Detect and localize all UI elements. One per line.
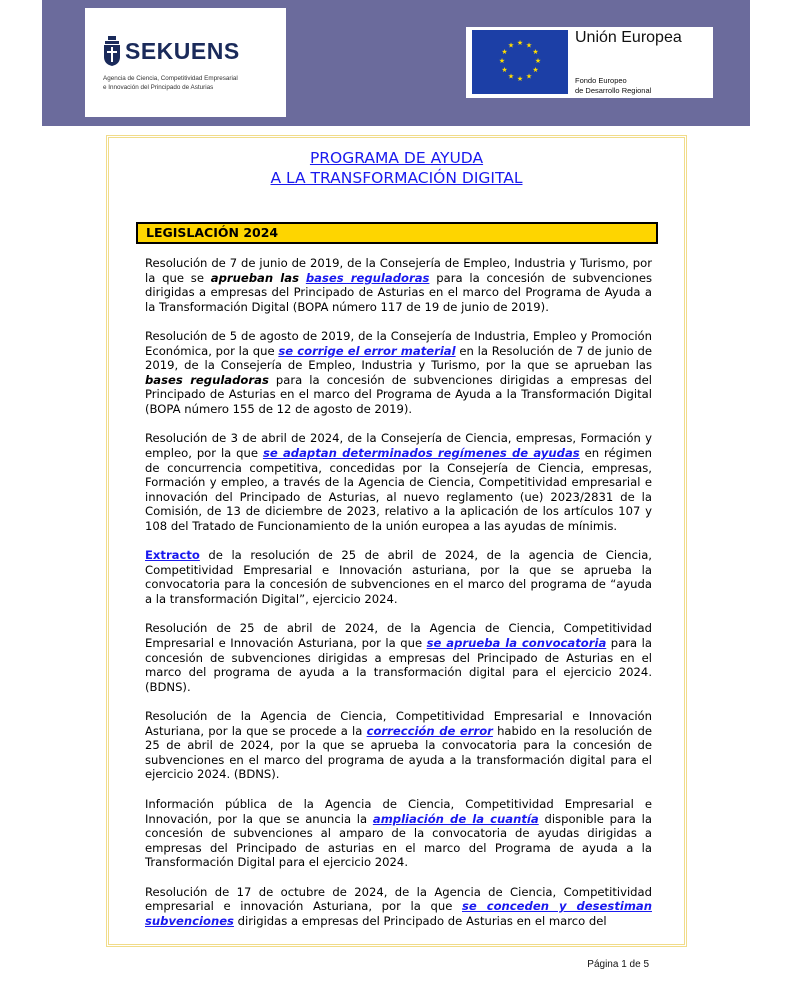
paragraph-1	[145, 256, 652, 314]
page-title[interactable]	[109, 148, 684, 188]
eu-subtitle	[575, 76, 651, 95]
text: Resolución de 5 de agosto de 2019, de la Consejería de Industria, Empleo y Promoción Económica, por la que	[145, 329, 652, 358]
text: dirigidas a empresas del Principado de Asturias en el marco del	[233, 913, 607, 928]
paragraph-3	[145, 431, 652, 533]
svg-text:★: ★	[501, 66, 508, 74]
text: en la Resolución de 7 de junio de 2019, de la Consejería de Empleo, Industria y Turismo, por la que se aprueban las	[145, 343, 653, 373]
link-aprueba-convocatoria[interactable]: se aprueba la convocatoria	[426, 636, 607, 651]
link-conceden-desestiman[interactable]: se conceden y desestiman subvenciones	[145, 899, 652, 928]
document-frame	[106, 135, 687, 947]
eu-title: Unión Europea	[575, 29, 682, 46]
text: Resolución de 3 de abril de 2024, de la Consejería de Ciencia, empresas, Formación y empleo, por la que	[145, 431, 652, 461]
logo-subtitle	[103, 75, 283, 92]
paragraph-8	[145, 885, 652, 929]
paragraph-5	[145, 621, 652, 694]
text: para la concesión de subvenciones dirigidas a empresas del Principado de Asturias en el marco del programa de ayuda a la transformación digital para el ejercicio 2024. (BDNS).	[145, 636, 652, 694]
link-extracto[interactable]: Extracto	[145, 548, 200, 563]
svg-text:★: ★	[534, 57, 542, 65]
svg-text:★: ★	[525, 41, 533, 50]
paragraph-4	[145, 548, 652, 606]
text: para la concesión de subvenciones dirigidas a empresas del Principado de Asturias en el marco del Programa de Ayuda a la Transformación Digital (BOPA número 155 de 12 de agosto de 2019).	[145, 372, 652, 416]
link-correccion-error[interactable]: corrección de error	[366, 723, 493, 738]
text: Resolución de 7 de junio de 2019, de la Consejería de Empleo, Industria y Turismo, por la que se	[145, 256, 652, 285]
svg-text:★: ★	[532, 66, 539, 74]
svg-text:★: ★	[516, 75, 524, 83]
svg-text:★: ★	[501, 48, 508, 56]
emphasis: bases reguladoras	[145, 372, 269, 387]
eu-subtitle-line2: de Desarrollo Regional	[575, 85, 652, 95]
logo-subtitle-line2: e Innovación del Principado de Asturias	[103, 83, 214, 91]
eu-flag-icon	[472, 30, 568, 94]
logo-name: SEKUENS	[125, 38, 240, 64]
paragraph-6	[145, 709, 652, 782]
text: de la resolución de 25 de abril de 2024, de la agencia de Ciencia, Competitividad Empresarial e Innovación asturiana, por la que se aprueba la convocatoria para la concesión de subvenciones en el marco del programa de “ayuda a la transformación Digital”, ejercicio 2024.	[145, 548, 652, 606]
section-heading: LEGISLACIÓN 2024	[136, 222, 658, 244]
svg-text:★: ★	[532, 48, 539, 56]
page-number: Página 1 de 5	[587, 959, 649, 970]
text: Información pública de la Agencia de Ciencia, Competitividad Empresarial e Innovación, por la que se anuncia la	[145, 796, 652, 826]
text: Resolución de la Agencia de Ciencia, Competitividad Empresarial e Innovación Asturiana, por la que se procede a la	[145, 709, 652, 738]
text: habido en la resolución de 25 de abril de 2024, por la que se aprueba la convocatoria para la concesión de subvenciones en el marco del programa de ayuda a la transformación digital para el ejercicio 2024. (BDNS).	[145, 723, 653, 782]
text: en régimen de concurrencia competitiva, concedidas por la Consejería de Ciencia, empresas, Formación y empleo, a través de la Agencia de Ciencia, Competitividad empresarial e innovación del Principado de Asturias, al nuevo reglamento (ue) 2023/2831 de la Comisión, de 13 de diciembre de 2023, relativo a la aplicación de los artículos 107 y 108 del Tratado de Funcionamiento de la unión europea a las ayudas de mínimis.	[145, 446, 653, 533]
text: Resolución de 25 de abril de 2024, de la Agencia de Ciencia, Competitividad Empresarial e Innovación Asturiana, por la que	[145, 621, 652, 651]
crown-shield-icon	[103, 36, 121, 66]
title-line-1[interactable]: PROGRAMA DE AYUDA	[309, 149, 484, 167]
paragraph-2	[145, 329, 652, 416]
logo-subtitle-line1: Agencia de Ciencia, Competitividad Empresarial	[103, 75, 238, 82]
text: para la concesión de subvenciones dirigidas a empresas del Principado de Asturias en el marco del Programa de Ayuda a la Transformación Digital (BOPA número 117 de 19 de junio de 2019).	[145, 270, 652, 314]
text: disponible para la concesión de subvenciones al amparo de la convocatoria de ayudas dirigidas a empresas del Principado de asturias en el marco del Programa de ayuda a la Transformación Digital para el ejercicio 2024.	[145, 811, 652, 870]
svg-text:★: ★	[507, 41, 515, 50]
sekuens-logo	[85, 8, 286, 117]
svg-text:★: ★	[498, 57, 506, 65]
text: Resolución de 17 de octubre de 2024, de la Agencia de Ciencia, Competitividad empresarial e innovación Asturiana, por la que	[145, 884, 652, 914]
eu-logo	[466, 27, 713, 98]
paragraph-7	[145, 797, 652, 870]
link-bases-reguladoras[interactable]: bases reguladoras	[305, 270, 430, 285]
title-line-2[interactable]: A LA TRANSFORMACIÓN DIGITAL	[270, 169, 523, 187]
link-ampliacion-cuantia[interactable]: ampliación de la cuantía	[372, 811, 539, 826]
emphasis: aprueban las	[210, 270, 299, 285]
eu-subtitle-line1: Fondo Europeo	[575, 76, 627, 85]
document-body	[145, 256, 652, 943]
svg-text:★: ★	[525, 72, 533, 81]
svg-text:★: ★	[507, 72, 515, 81]
link-corrige-error-material[interactable]: se corrige el error material	[278, 343, 456, 358]
svg-text:★: ★	[516, 39, 524, 47]
link-adaptan-regimenes[interactable]: se adaptan determinados regímenes de ayudas	[262, 446, 580, 461]
